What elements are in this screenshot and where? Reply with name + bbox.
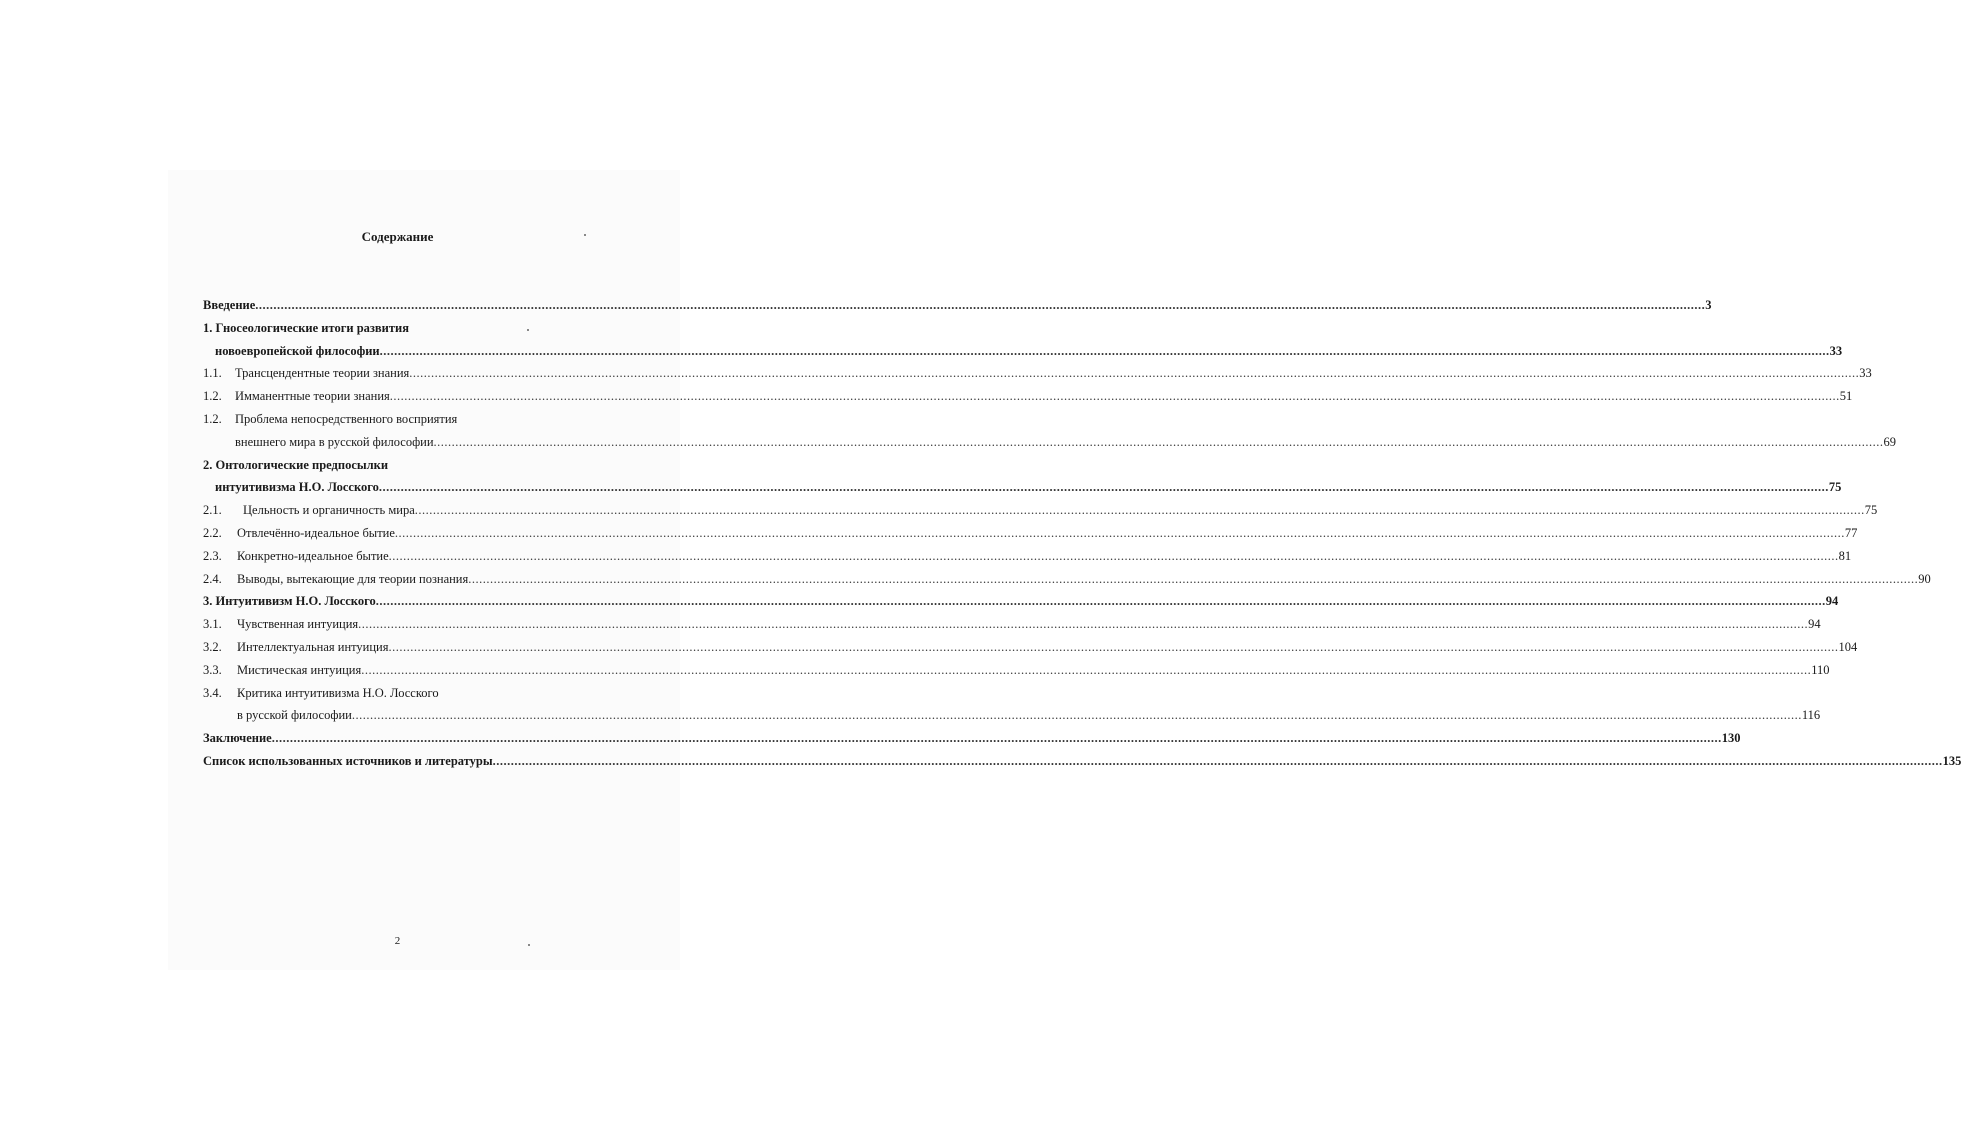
scan-speck [527,329,529,331]
toc-dot-leader: ................................................................................................................................................................................................................................................................................................................................................................................................................ [388,548,1839,563]
toc-entry[interactable] [215,478,1842,496]
toc-entry[interactable] [235,387,1853,405]
toc-entry-page: 94 [1825,594,1839,609]
toc-entry-title: 3. Интуитивизм Н.О. Лосского [203,594,376,609]
toc-dot-leader: ................................................................................................................................................................................................................................................................................................................................................................................................................ [388,640,1839,654]
toc-dot-leader: ................................................................................................................................................................................................................................................................................................................................................................................................................ [378,480,1829,495]
toc-dot-leader: ................................................................................................................................................................................................................................................................................................................................................................................................................ [389,389,1840,404]
toc-entry-page: 116 [1801,708,1821,723]
toc-entry-title: Цельность и органичность мира [243,503,415,518]
scan-speck [528,944,530,946]
toc-entry-page: 33 [1859,366,1872,381]
toc-dot-leader: ................................................................................................................................................................................................................................................................................................................................................................................................................ [394,526,1845,540]
toc-dot-leader: ................................................................................................................................................................................................................................................................................................................................................................................................................ [361,662,1812,677]
toc-entry[interactable] [237,638,1858,656]
toc-entry[interactable] [203,319,620,337]
toc-entry-page: 75 [1828,480,1842,495]
toc-entry-number: 2.1. [203,503,222,518]
toc-entry-number: 2.2. [203,526,222,540]
toc-entry-title: Критика интуитивизма Н.О. Лосского [237,685,439,700]
toc-entry-page: 104 [1838,640,1858,654]
toc-dot-leader: ................................................................................................................................................................................................................................................................................................................................................................................................................ [375,594,1826,609]
toc-entry-page: 94 [1808,617,1821,632]
toc-entry-number: 3.2. [203,640,222,654]
toc-entry-page: 135 [1942,754,1961,768]
toc-entry-page: 3 [1705,298,1712,312]
toc-entry-page: 51 [1839,389,1853,404]
toc-entry[interactable] [235,433,1897,451]
toc-entry-number: 1.1. [203,366,222,381]
toc-entry-title: 1. Гносеологические итоги развития [203,320,409,335]
toc-entry-title: Проблема непосредственного восприятия [235,412,458,426]
toc-entry[interactable] [243,501,1878,519]
toc-entry-title: Заключение [203,731,272,746]
scan-speck [584,234,586,236]
toc-entry-title: Отвлечённо-идеальное бытие [237,526,395,540]
toc-entry-page: 33 [1829,343,1843,358]
toc-entry-page: 77 [1844,526,1858,540]
toc-dot-leader: ................................................................................................................................................................................................................................................................................................................................................................................................................ [358,617,1809,632]
toc-entry-title: Конкретно-идеальное бытие [237,548,389,563]
toc-entry-page: 130 [1721,731,1741,746]
page-number: 2 [394,935,401,947]
toc-entry-title: Список использованных источников и литературы [203,754,493,768]
toc-entry-number: 3.1. [203,617,222,632]
toc-entry[interactable] [203,296,1712,314]
page-title: Содержание [361,229,434,244]
toc-entry[interactable] [203,592,1839,610]
toc-entry-page: 90 [1918,571,1931,586]
toc-entry-title: Трансцендентные теории знания [235,366,410,381]
toc-entry-number: 3.3. [203,662,222,677]
toc-dot-leader: ................................................................................................................................................................................................................................................................................................................................................................................................................ [379,343,1830,358]
toc-entry-number: 2.3. [203,548,222,563]
toc-entry-title: Мистическая интуиция [237,662,362,677]
toc-entry-number: 1.2. [203,389,222,404]
toc-entry[interactable] [215,342,1843,360]
toc-entry-title: интуитивизма Н.О. Лосского [215,480,379,495]
toc-entry-title: внешнего мира в русской философии [235,434,434,449]
toc-dot-leader: ................................................................................................................................................................................................................................................................................................................................................................................................................ [271,731,1722,746]
toc-dot-leader: ................................................................................................................................................................................................................................................................................................................................................................................................................ [433,434,1884,449]
toc-entry-title: Интеллектуальная интуиция [237,640,389,654]
toc-entry-page: 69 [1883,434,1897,449]
toc-dot-leader: ................................................................................................................................................................................................................................................................................................................................................................................................................ [414,503,1865,518]
toc-entry-title: Чувственная интуиция [237,617,359,632]
toc-entry-page: 81 [1838,548,1852,563]
toc-entry-page: 75 [1864,503,1878,518]
toc-entry-page: 110 [1811,662,1830,677]
toc-entry[interactable] [237,570,1931,588]
toc-entry-title: Введение [203,298,256,312]
toc-entry[interactable] [237,547,1852,565]
toc-dot-leader: ................................................................................................................................................................................................................................................................................................................................................................................................................ [492,754,1943,768]
toc-entry[interactable] [237,524,1858,542]
toc-entry[interactable] [237,661,1830,679]
toc-dot-leader: ................................................................................................................................................................................................................................................................................................................................................................................................................ [255,298,1706,312]
toc-dot-leader: ................................................................................................................................................................................................................................................................................................................................................................................................................ [409,366,1860,381]
toc-entry[interactable] [235,410,625,428]
toc-entry[interactable] [237,684,625,702]
toc-entry[interactable] [203,752,1961,770]
toc-dot-leader: ................................................................................................................................................................................................................................................................................................................................................................................................................ [468,571,1919,586]
toc-entry[interactable] [237,706,1821,724]
toc-entry[interactable] [237,615,1821,633]
toc-entry-number: 2.4. [203,571,222,586]
toc-entry-title: 2. Онтологические предпосылки [203,457,389,472]
toc-entry[interactable] [235,364,1872,382]
toc-dot-leader: ................................................................................................................................................................................................................................................................................................................................................................................................................ [351,708,1802,723]
toc-entry[interactable] [203,729,1741,747]
toc-entry[interactable] [203,456,620,474]
toc-entry-number: 1.2. [203,412,222,426]
toc-entry-title: в русской философии [237,708,352,723]
toc-entry-number: 3.4. [203,685,222,700]
toc-entry-title: новоевропейской философии [215,343,380,358]
toc-entry-title: Выводы, вытекающие для теории познания [237,571,469,586]
toc-entry-title: Имманентные теории знания [235,389,390,404]
